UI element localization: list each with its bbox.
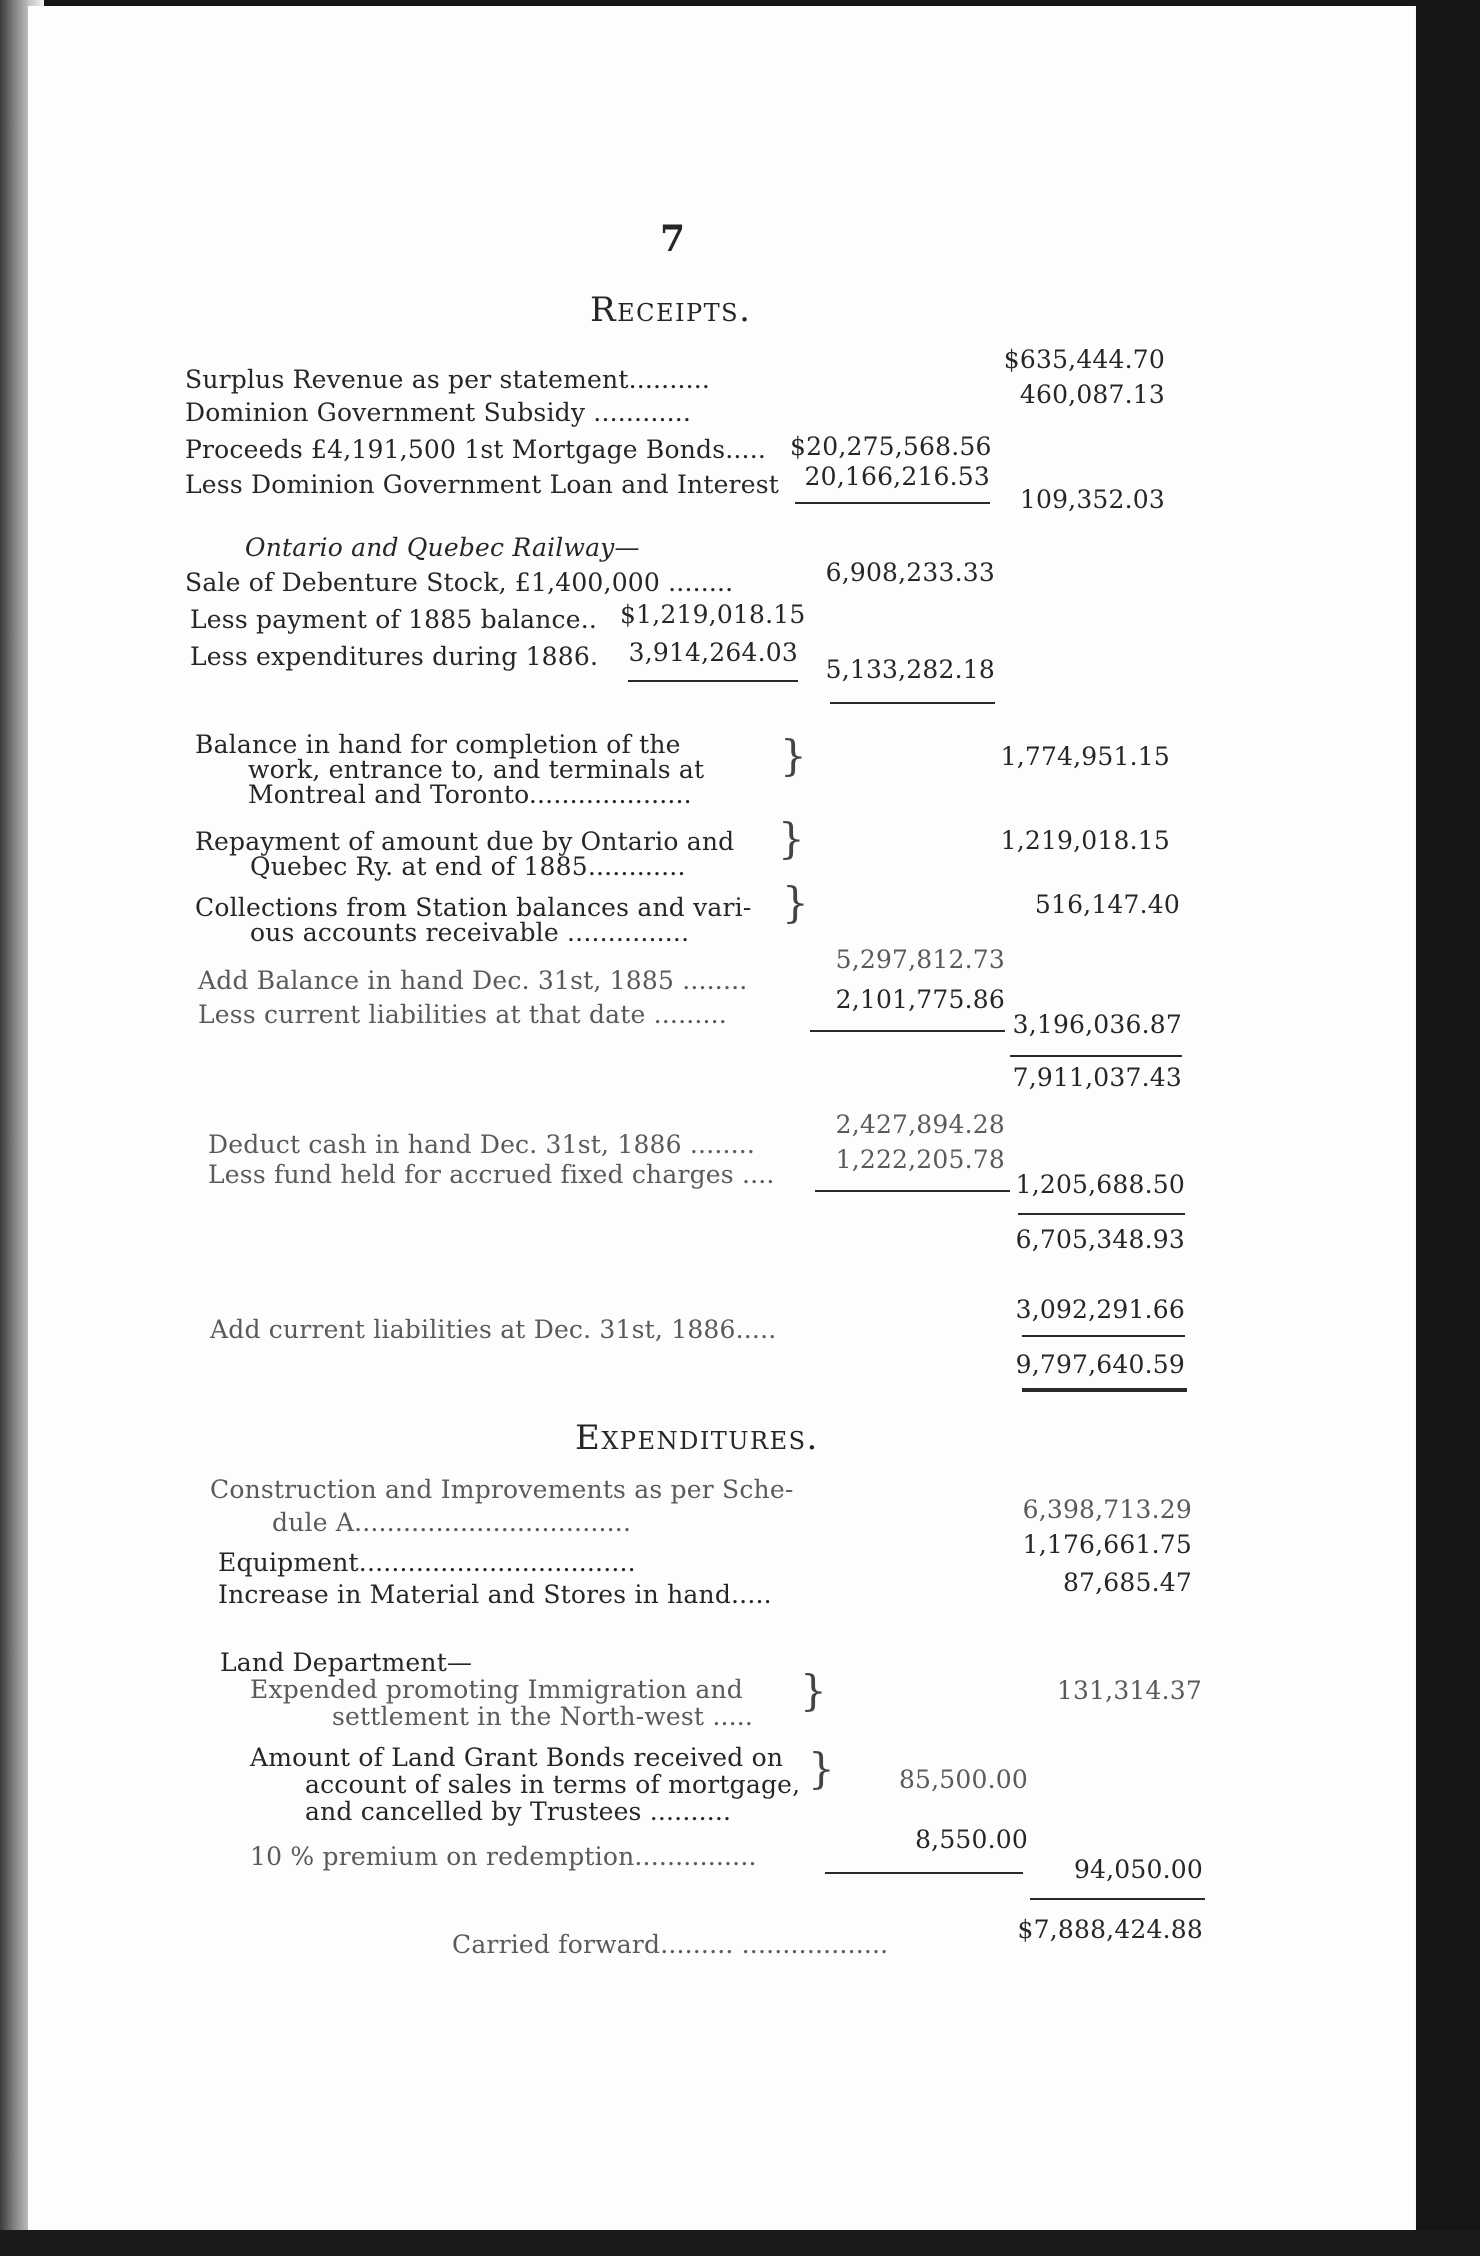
balance-line3: Montreal and Toronto.................... [248,780,692,809]
row-subsidy-label: Dominion Government Subsidy ............ [185,398,692,427]
brace-repayment: } [778,814,805,863]
row-surplus-amount: $635,444.70 [1003,345,1165,374]
land-expended-amount: 131,314.37 [1056,1676,1202,1705]
less-fund-label: Less fund held for accrued fixed charges .... [208,1160,775,1189]
brace-collections: } [782,878,809,927]
underline-oq-less2 [628,680,798,682]
equipment-label: Equipment.................................. [218,1548,636,1577]
premium-label: 10 % premium on redemption............... [250,1842,757,1871]
page-edge-shadow [1414,0,1420,2256]
balance-amount: 1,774,951.15 [1000,742,1170,771]
row-proceeds-amount: $20,275,568.56 [790,432,992,461]
construction-line1: Construction and Improvements as per Sche- [210,1475,794,1504]
construction-line2: dule A.................................. [272,1508,632,1537]
equipment-amount: 1,176,661.75 [1022,1530,1192,1559]
underline-less-fund [815,1190,1010,1192]
land-heading: Land Department— [220,1648,473,1677]
underline-sum2 [1018,1213,1185,1215]
add-current-label: Add current liabilities at Dec. 31st, 1886..... [210,1315,777,1344]
land-bonds-amount: 85,500.00 [898,1765,1028,1794]
repayment-amount: 1,219,018.15 [1000,826,1170,855]
less-current-label: Less current liabilities at that date ......... [198,1000,727,1029]
row-surplus-label: Surplus Revenue as per statement.......... [185,365,711,394]
repayment-line2: Quebec Ry. at end of 1885............ [250,852,686,881]
underline-oq-total [830,702,995,704]
balance-line1: Balance in hand for completion of the [195,730,681,759]
oq-total-amount: 5,133,282.18 [825,655,995,684]
land-total-amount: 94,050.00 [1073,1855,1203,1884]
premium-amount: 8,550.00 [915,1825,1028,1854]
material-amount: 87,685.47 [1062,1568,1192,1597]
deduct-label: Deduct cash in hand Dec. 31st, 1886 ........ [208,1130,756,1159]
less-fund-net: 1,205,688.50 [1015,1170,1185,1199]
material-label: Increase in Material and Stores in hand..... [218,1580,772,1609]
document-page [28,6,1416,2246]
add-balance-label: Add Balance in hand Dec. 31st, 1885 ........ [198,966,748,995]
subtotal2: 6,705,348.93 [1015,1225,1185,1254]
oq-heading: Ontario and Quebec Railway— [245,533,640,562]
underline-loan [795,502,990,504]
carried-forward-label: Carried forward......... .................. [452,1930,889,1959]
collections-line2: ous accounts receivable ............... [250,918,690,947]
row-loan-label: Less Dominion Government Loan and Interest [185,470,779,499]
brace-land-expended: } [800,1666,827,1715]
balance-line2: work, entrance to, and terminals at [248,755,705,784]
oq-less2-amount: 3,914,264.03 [628,638,798,667]
land-bonds-line1: Amount of Land Grant Bonds received on [250,1743,784,1772]
receipts-total: 9,797,640.59 [1015,1350,1185,1379]
oq-less2-label: Less expenditures during 1886. [190,642,599,671]
bottom-scan-shadow [0,2230,1480,2256]
land-bonds-line3: and cancelled by Trustees .......... [305,1797,732,1826]
row-proceeds-label: Proceeds £4,191,500 1st Mortgage Bonds..... [185,435,766,464]
underline-less-current [810,1030,1005,1032]
row-net-proceeds: 109,352.03 [1019,485,1165,514]
repayment-line1: Repayment of amount due by Ontario and [195,827,735,856]
underline-add-current [1022,1335,1185,1337]
less-current-amount: 2,101,775.86 [835,985,1005,1014]
row-loan-amount: 20,166,216.53 [804,462,990,491]
less-fund-amount: 1,222,205.78 [835,1145,1005,1174]
oq-less1-amount: $1,219,018.15 [620,600,806,629]
land-expended-line2: settlement in the North-west ..... [332,1702,754,1731]
receipts-heading: Receipts. [590,290,752,330]
underline-sum1 [1010,1055,1182,1057]
oq-sale-label: Sale of Debenture Stock, £1,400,000 ........ [185,568,734,597]
deduct-amount: 2,427,894.28 [835,1110,1005,1139]
expenditures-heading: Expenditures. [575,1418,819,1458]
subtotal1: 7,911,037.43 [1012,1063,1182,1092]
page-number: 7 [660,218,686,260]
row-subsidy-amount: 460,087.13 [1019,380,1165,409]
underline-premium [825,1872,1023,1874]
oq-sale-amount: 6,908,233.33 [825,558,995,587]
less-current-net: 3,196,036.87 [1012,1010,1182,1039]
collections-amount: 516,147.40 [1034,890,1180,919]
collections-line1: Collections from Station balances and vari- [195,893,752,922]
land-expended-line1: Expended promoting Immigration and [250,1675,743,1704]
brace-land-bonds: } [808,1744,835,1793]
underline-land-total [1030,1898,1205,1900]
brace-balance: } [780,731,807,780]
oq-less1-label: Less payment of 1885 balance.. [190,605,598,634]
carried-forward-amount: $7,888,424.88 [1017,1915,1203,1944]
construction-amount: 6,398,713.29 [1022,1495,1192,1524]
add-current-amount: 3,092,291.66 [1015,1295,1185,1324]
land-bonds-line2: account of sales in terms of mortgage, [305,1770,801,1799]
double-rule-total [1022,1388,1187,1392]
add-balance-amount: 5,297,812.73 [835,945,1005,974]
